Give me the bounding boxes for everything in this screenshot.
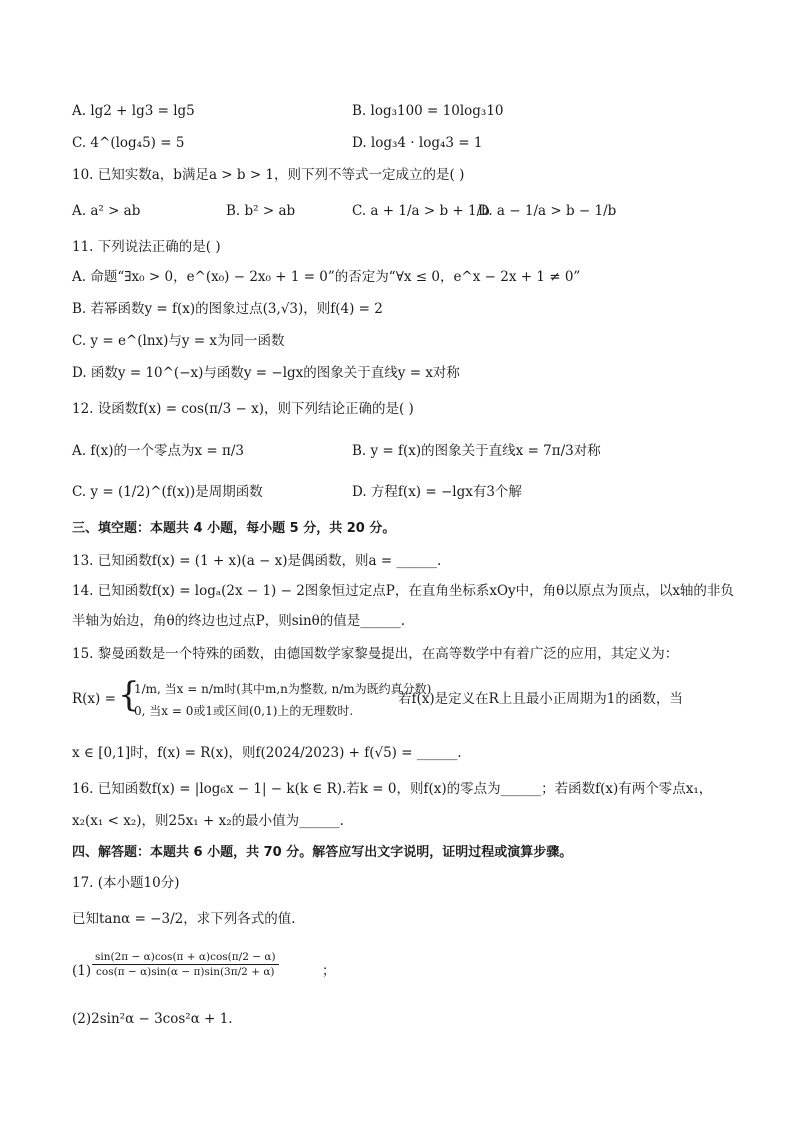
q10-option-b[interactable]: B. b² > ab xyxy=(226,203,296,219)
q11-option-d[interactable]: D. 函数y = 10^(−x)与函数y = −lgx的图象关于直线y = x对称 xyxy=(72,365,460,381)
q17-given: 已知tanα = −3/2，求下列各式的值. xyxy=(72,911,296,927)
q15-case-1: 1/m, 当x = n/m时(其中m,n为整数, n/m为既约真分数) xyxy=(134,682,432,696)
q11-option-b[interactable]: B. 若幂函数y = f(x)的图象过点(3,√3)，则f(4) = 2 xyxy=(72,301,383,317)
q17-part-1-denominator: cos(π − α)sin(α − π)sin(3π/2 + α) xyxy=(96,966,275,978)
q12-option-a[interactable]: A. f(x)的一个零点为x = π/3 xyxy=(72,443,244,459)
q13-text: 13. 已知函数f(x) = (1 + x)(a − x)是偶函数，则a = ______. xyxy=(72,553,442,569)
q15-def-lhs: R(x) = xyxy=(72,691,116,707)
q16-line-1: 16. 已知函数f(x) = |log₆x − 1| − k(k ∈ R).若k = 0，则f(x)的零点为______；若函数f(x)有两个零点x₁， xyxy=(72,781,713,797)
q17-part-2: (2)2sin²α − 3cos²α + 1. xyxy=(72,1011,233,1027)
q11-stem: 11. 下列说法正确的是( ) xyxy=(72,239,221,255)
q12-option-b[interactable]: B. y = f(x)的图象关于直线x = 7π/3对称 xyxy=(352,443,601,459)
q11-option-c[interactable]: C. y = e^(lnx)与y = x为同一函数 xyxy=(72,333,285,349)
q10-option-c[interactable]: C. a + 1/a > b + 1/b xyxy=(352,203,490,219)
q17-part-1-fraction xyxy=(92,950,279,979)
section-4-heading: 四、解答题：本题共 6 小题，共 70 分。解答应写出文字说明，证明过程或演算步骤。 xyxy=(72,845,573,860)
q10-option-d[interactable]: D. a − 1/a > b − 1/b xyxy=(478,203,617,219)
q17-heading: 17. (本小题10分) xyxy=(72,875,180,891)
q17-part-1-numerator: sin(2π − α)cos(π + α)cos(π/2 − α) xyxy=(92,950,279,965)
q11-option-a[interactable]: A. 命题“∃x₀ > 0，e^(x₀) − 2x₀ + 1 = 0”的否定为“∀x ≤ 0，e^x − 2x + 1 ≠ 0” xyxy=(72,269,581,285)
q12-stem: 12. 设函数f(x) = cos(π/3 − x)，则下列结论正确的是( ) xyxy=(72,401,414,417)
q9-option-d[interactable]: D. log₃4 · log₄3 = 1 xyxy=(352,135,483,151)
section-3-heading: 三、填空题：本题共 4 小题，每小题 5 分，共 20 分。 xyxy=(72,521,396,536)
q15-line-1: 15. 黎曼函数是一个特殊的函数，由德国数学家黎曼提出，在高等数学中有着广泛的应用，其定义为： xyxy=(72,646,679,662)
q9-option-a[interactable]: A. lg2 + lg3 = lg5 xyxy=(72,103,195,119)
q12-option-c[interactable]: C. y = (1/2)^(f(x))是周期函数 xyxy=(72,484,263,500)
q12-option-d[interactable]: D. 方程f(x) = −lgx有3个解 xyxy=(352,484,522,500)
q10-option-a[interactable]: A. a² > ab xyxy=(72,203,141,219)
q17-part-1-end: ； xyxy=(322,963,336,979)
q9-option-c[interactable]: C. 4^(log₄5) = 5 xyxy=(72,135,185,151)
q14-line-2: 半轴为始边，角θ的终边也过点P，则sinθ的值是______. xyxy=(72,613,406,629)
q14-line-1: 14. 已知函数f(x) = logₐ(2x − 1) − 2图象恒过定点P，在直角坐标系xOy中，角θ以原点为顶点，以x轴的非负 xyxy=(72,583,734,599)
q17-part-1-label: (1) xyxy=(72,963,92,979)
q15-case-2: 0, 当x = 0或1或区间(0,1)上的无理数时. xyxy=(134,704,354,718)
q10-stem: 10. 已知实数a，b满足a > b > 1，则下列不等式一定成立的是( ) xyxy=(72,167,465,183)
q16-line-2: x₂(x₁ < x₂)，则25x₁ + x₂的最小值为______. xyxy=(72,813,344,829)
q15-line-3: x ∈ [0,1]时，f(x) = R(x)，则f(2024/2023) + f(√5) = ______. xyxy=(72,745,462,761)
q15-brace: { xyxy=(118,675,140,715)
q15-def-tail: 若f(x)是定义在R上且最小正周期为1的函数，当 xyxy=(398,691,683,707)
q9-option-b[interactable]: B. log₃100 = 10log₃10 xyxy=(352,103,504,119)
